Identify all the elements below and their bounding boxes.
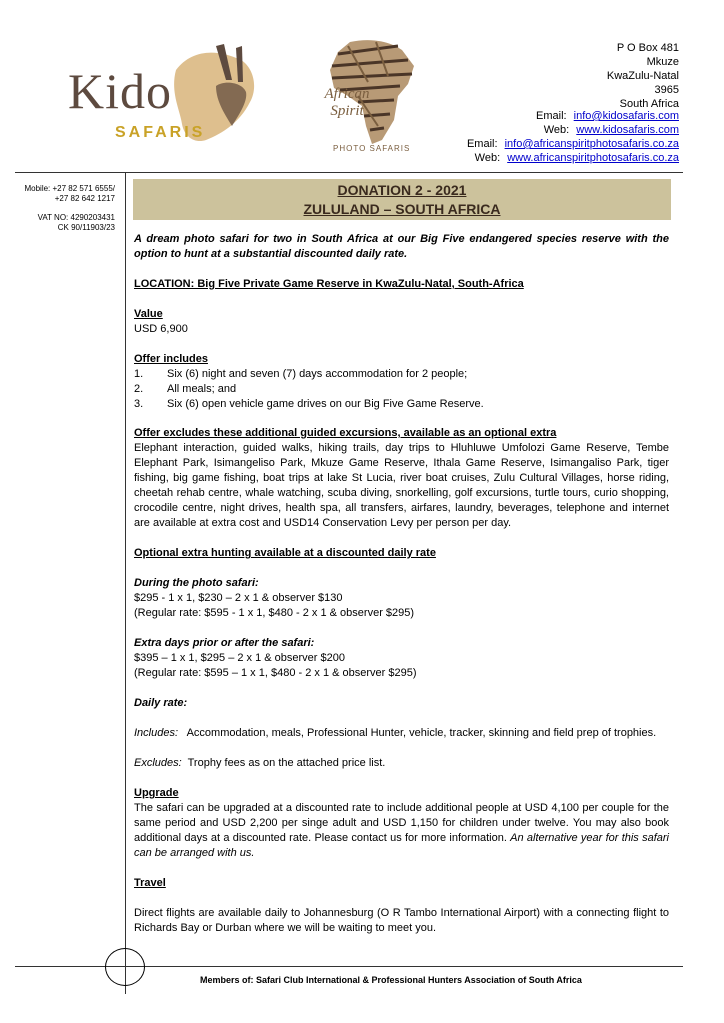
african-spirit-logo-word: African Spirit [324,86,370,119]
african-spirit-logo-subtitle: PHOTO SAFARIS [333,144,411,153]
contact-label: Email: [466,138,498,150]
value-amount: USD 6,900 [134,323,188,335]
address-line: South Africa [619,98,679,110]
kido-email-link[interactable]: info@kidosafaris.com [573,110,679,122]
contact-label: Email: [536,110,567,122]
value-heading: Value [134,308,163,320]
page-title: DONATION 2 - 2021 [337,182,467,198]
daily-rate-includes [134,726,669,741]
excludes-label: Excludes: [134,757,182,769]
offer-excludes-text: Elephant interaction, guided walks, hiking trails, day trips to Hluhluwe Umfolozi Game Reserve, Tembe Elephant Park, Isimangeliso Park, Mkuze Game Reserve, Ithala Game Reserve, Isimangaliso Park, tiger fishing, big game fishing, boat trips at lake St Lucia, river boat cruises, Zulu Cultural Villages, horse riding, cheetah rehab centre, whale watching, scuba diving, snorkelling, golf excursions, turtle tours, curio shopping, crocodile centre, night drives, health spa, all transfers, airfares, laundry, beverages, telephone and internet are available at extra cost and USD14 Conservation Levy per person per day. [134,442,669,529]
list-number: 2. [134,383,144,395]
extra-days-heading: Extra days prior or after the safari: [134,637,315,649]
contact-row [467,123,679,137]
during-safari-rate: $295 - 1 x 1, $230 – 2 x 1 & observer $130 [134,592,343,604]
daily-rate-excludes [134,756,669,771]
decorative-circle [105,948,145,986]
contact-row [467,137,679,151]
offer-excludes-heading: Offer excludes these additional guided excursions, available as an optional extra [134,427,557,439]
list-number: 1. [134,368,144,380]
location-heading: LOCATION: Big Five Private Game Reserve in KwaZulu-Natal, South-Africa [134,278,524,290]
document-body [134,232,669,936]
contact-row [467,151,679,165]
page-subtitle: ZULULAND – SOUTH AFRICA [303,201,501,217]
mobile-number: +27 82 642 1217 [54,194,115,203]
title-banner [133,179,671,220]
during-safari-heading: During the photo safari: [134,577,259,589]
during-safari-regular-rate: (Regular rate: $595 - 1 x 1, $480 - 2 x 1 & observer $295) [134,607,415,619]
kido-logo-word: Kido [68,63,172,119]
address-line: P O Box 481 [616,42,679,54]
upgrade-text: The safari can be upgraded at a discounted rate to include additional people at USD 4,100 per couple for the same period and USD 2,200 per singe adult and USD 1,150 for children under twelve. You may also book additional days at a discounted rate. Please contact us for more information. An alternative year for this safari can be arranged with us. [134,802,669,859]
address-line: 3965 [654,84,679,96]
kido-web-link[interactable]: www.kidosafaris.com [576,124,679,136]
header-divider [15,172,683,173]
upgrade-heading: Upgrade [134,787,179,799]
african-spirit-email-link[interactable]: info@africanspiritphotosafaris.co.za [504,138,679,150]
ck-number: CK 90/11903/23 [57,223,115,232]
list-item [134,382,669,397]
address-line: Mkuze [646,56,679,68]
footer-memberships: Members of: Safari Club International & Professional Hunters Association of South Africa [200,975,582,985]
travel-heading: Travel [134,877,166,889]
kido-logo-subtitle: SAFARIS [115,124,206,141]
contact-block [467,109,679,165]
contact-row [467,109,679,123]
upgrade-italic-note: An alternative year for this safari can be arranged with us. [134,832,669,859]
list-text: Six (6) night and seven (7) days accommodation for 2 people; [167,368,468,380]
vat-number: VAT NO: 4290203431 [37,213,115,222]
list-item [134,367,669,382]
extra-days-rate: $395 – 1 x 1, $295 – 2 x 1 & observer $200 [134,652,345,664]
intro-paragraph: A dream photo safari for two in South Africa at our Big Five endangered species reserve with the option to hunt at a substantial discounted daily rate. [134,233,669,260]
postal-address [607,41,679,111]
african-spirit-web-link[interactable]: www.africanspiritphotosafaris.co.za [507,152,679,164]
contact-label: Web: [474,152,501,164]
includes-label: Includes: [134,727,179,739]
list-text: All meals; and [167,383,237,395]
offer-includes-heading: Offer includes [134,353,208,365]
daily-rate-heading: Daily rate: [134,697,188,709]
extra-days-regular-rate: (Regular rate: $595 – 1 x 1, $480 - 2 x 1 & observer $295) [134,667,417,679]
address-line: KwaZulu-Natal [606,70,679,82]
contact-label: Web: [543,124,570,136]
includes-text: Accommodation, meals, Professional Hunter, vehicle, tracker, skinning and field prep of trophies. [186,727,657,739]
travel-text: Direct flights are available daily to Johannesburg (O R Tambo International Airport) with a connecting flight to Richards Bay or Durban where we will be waiting to meet you. [134,907,669,934]
mobile-number: Mobile: +27 82 571 6555/ [24,184,115,193]
company-details [18,184,115,233]
list-text: Six (6) open vehicle game drives on our Big Five Game Reserve. [167,398,484,410]
excludes-text: Trophy fees as on the attached price list. [187,757,386,769]
margin-divider [125,172,126,994]
list-number: 3. [134,398,144,410]
hunting-heading: Optional extra hunting available at a discounted daily rate [134,547,436,559]
list-item [134,397,669,412]
